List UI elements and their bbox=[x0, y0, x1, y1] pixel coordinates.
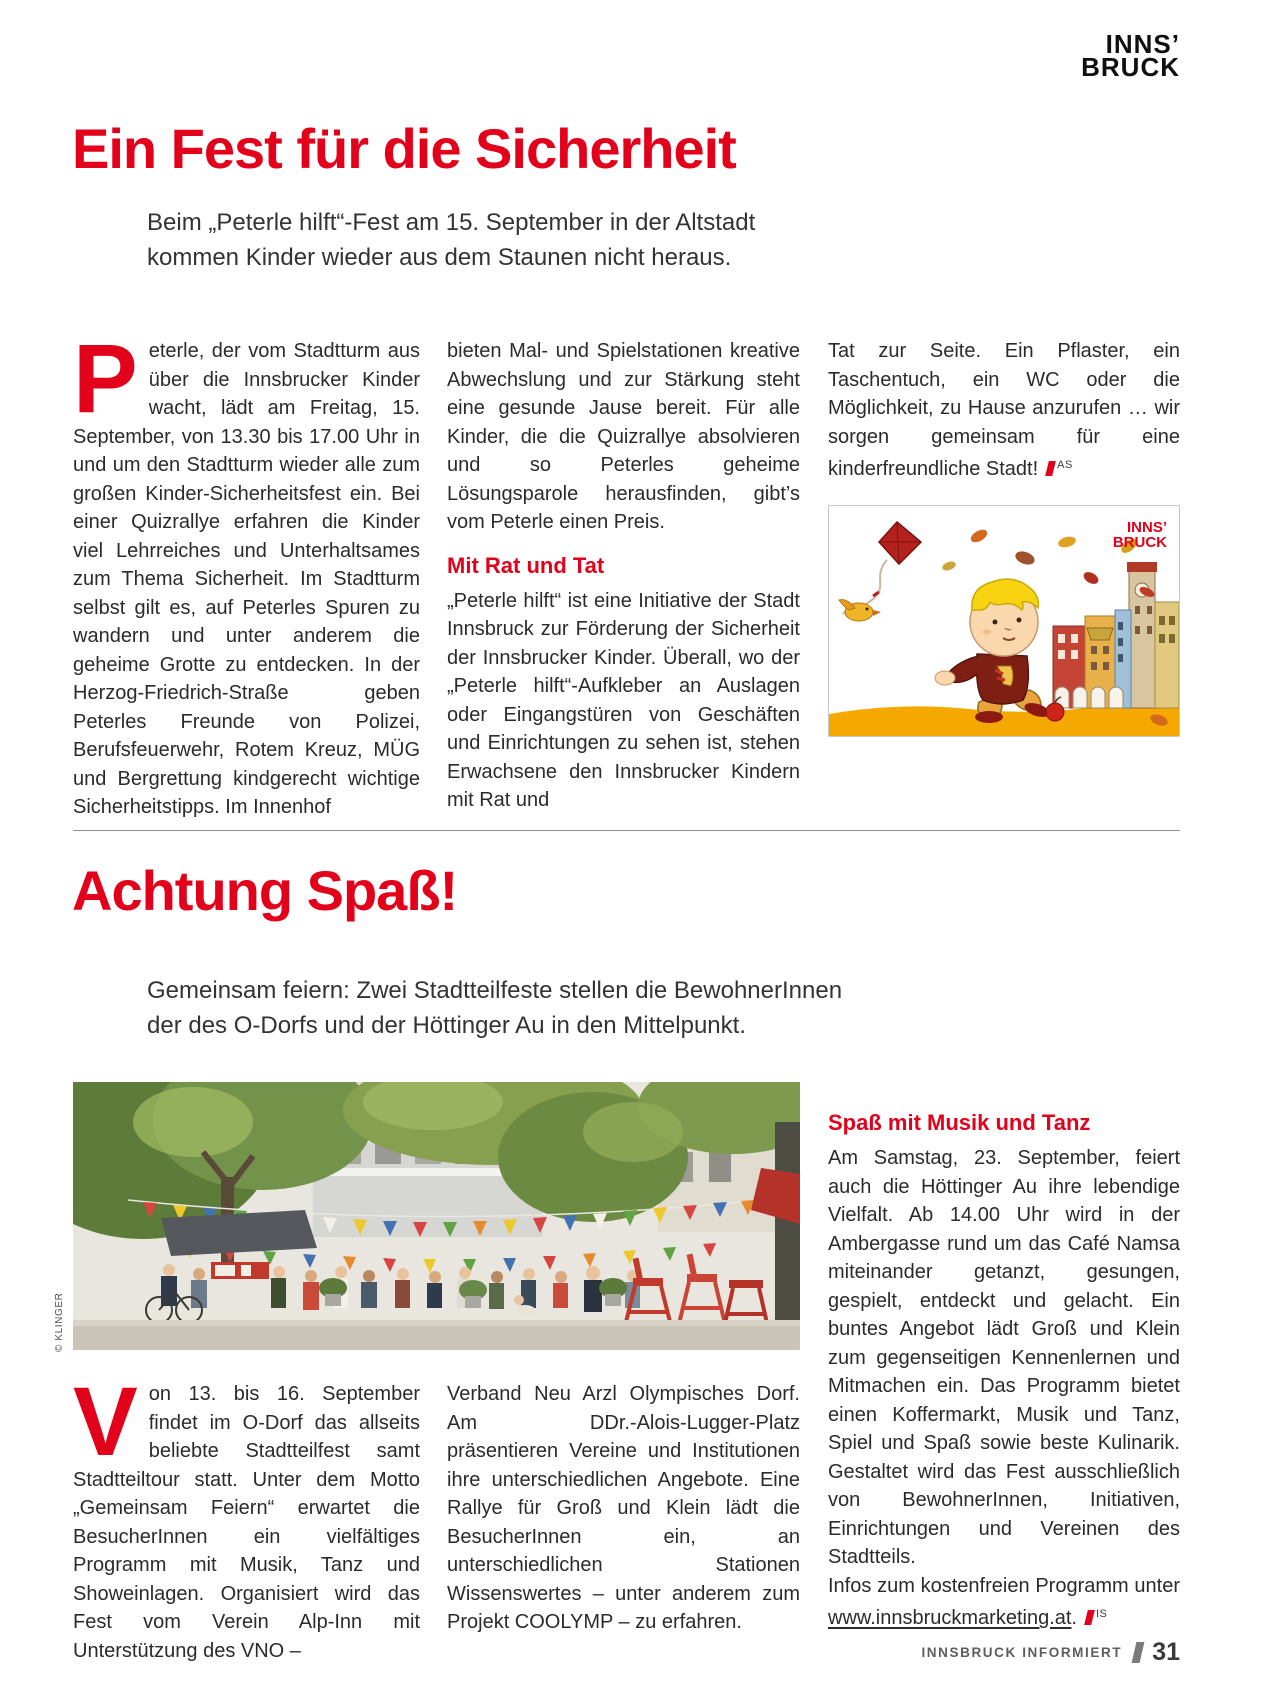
article1-col3-para bbox=[828, 337, 1180, 484]
illustration-logo-line2: BRUCK bbox=[1112, 534, 1167, 551]
article1-title: Ein Fest für die Sicherheit bbox=[72, 117, 736, 180]
section-divider bbox=[73, 830, 1180, 831]
article1-column2 bbox=[447, 337, 800, 815]
peterle-illustration-svg bbox=[829, 506, 1179, 736]
article2-dropcap: V bbox=[73, 1367, 138, 1476]
street-festival-photo bbox=[73, 1082, 800, 1350]
footer-slash-icon bbox=[1132, 1642, 1145, 1663]
article1-standfirst-line2: kommen Kinder wieder aus dem Staunen nicht heraus. bbox=[147, 244, 732, 271]
article2-col3-para: Am Samstag, 23. September, feiert auch die Höttinger Au ihre lebendige Vielfalt. Ab 14.00 Uhr wird in der Ambergasse rund um das Café Namsa miteinander getanzt, gesungen, gespielt, entdeckt und gelacht. Ein buntes Angebot lädt Groß und Klein zum gegenseitigen Kennenlernen und Mitmachen ein. Das Programm bietet einen Koffermarkt, Musik und Tanz, Spiel und Spaß sowie beste Kulinarik. Gestaltet wird das Fest ausschließlich von BewohnerInnen, Initiativen, Einrichtungen und Vereinen des Stadtteils. bbox=[828, 1147, 1180, 1569]
pavement-edge bbox=[73, 1320, 800, 1326]
article1-standfirst-line1: Beim „Peterle hilft“-Fest am 15. September in der Altstadt bbox=[147, 209, 756, 236]
article2-info-para bbox=[828, 1572, 1180, 1633]
page-footer bbox=[921, 1638, 1180, 1667]
author-slash-icon bbox=[1045, 461, 1056, 476]
article1-author-initials: AS bbox=[1057, 459, 1073, 471]
author-slash-icon bbox=[1084, 1610, 1095, 1625]
article1-column3 bbox=[828, 337, 1180, 484]
article1-col1-text: eterle, der vom Stadtturm aus über die Innsbrucker Kinder wacht, lädt am Freitag, 15. September, von 13.30 bis 17.00 Uhr in und um den Stadtturm wieder alle zum großen Kinder-Sicherheitsfest ein. Bei einer Quizrallye erfahren die Kinder viel Lehrreiches und Unterhaltsames zum Thema Sicherheit. Im Stadtturm selbst gilt es, auf Peterles Spuren zu wandern und unter anderem die geheime Grotte zu entdecken. In der Herzog-Friedrich-Straße geben Peterles Freunde von Polizei, Berufsfeuerwehr, Rotem Kreuz, MÜG und Bergrettung kindgerecht wichtige Sicherheitstipps. Im Innenhof bbox=[73, 340, 420, 818]
article2-column3 bbox=[828, 1110, 1180, 1633]
article2-column2 bbox=[447, 1380, 800, 1637]
peterle-illustration bbox=[828, 505, 1180, 737]
article1-subheading: Mit Rat und Tat bbox=[447, 552, 605, 578]
article2-column1 bbox=[73, 1367, 420, 1665]
innsbruckmarketing-link[interactable]: www.innsbruckmarketing.at bbox=[828, 1607, 1072, 1630]
page-number: 31 bbox=[1152, 1638, 1180, 1666]
article2-title: Achtung Spaß! bbox=[72, 859, 458, 922]
article1-dropcap: P bbox=[73, 324, 138, 433]
article1-column1 bbox=[73, 324, 420, 822]
article1-col3-text: Tat zur Seite. Ein Pflaster, ein Taschentuch, ein WC oder die Möglichkeit, zu Hause anzurufen … wir sorgen gemeinsam für eine kinderfreundliche Stadt! bbox=[828, 340, 1180, 480]
article2-author-initials: IS bbox=[1096, 1608, 1108, 1621]
magazine-name: INNSBRUCK INFORMIERT bbox=[921, 1645, 1123, 1660]
article1-standfirst bbox=[147, 205, 755, 275]
illustration-logo-line1: INNS’ bbox=[1126, 519, 1167, 536]
article1-col2-para2: „Peterle hilft“ ist eine Initiative der Stadt Innsbruck zur Förderung der Sicherheit der Innsbrucker Kinder. Überall, wo der „Peterle hilft“-Aufkleber an Auslagen oder Eingangstüren von Geschäften und Einrichtungen zu sehen ist, stehen Erwachsene den Innsbrucker Kindern mit Rat und bbox=[447, 589, 800, 812]
article2-standfirst bbox=[147, 973, 842, 1043]
innsbruck-logo-line1: INNS’ bbox=[1105, 29, 1180, 59]
festival-photo-svg bbox=[73, 1082, 800, 1350]
article2-standfirst-line2: der des O-Dorfs und der Höttinger Au in den Mittelpunkt. bbox=[147, 1012, 746, 1039]
link-suffix: . bbox=[1071, 1607, 1077, 1630]
article2-col1-text: on 13. bis 16. September findet im O-Dorf das allseits beliebte Stadtteilfest samt Stadtteiltour statt. Unter dem Motto „Gemeinsam Feiern“ erwartet die BesucherInnen ein vielfältiges Programm mit Musik, Tanz und Showeinlagen. Organisiert wird das Fest vom Verein Alp-Inn mit Unterstützung des VNO – bbox=[73, 1383, 420, 1662]
article2-standfirst-line1: Gemeinsam feiern: Zwei Stadtteilfeste stellen die BewohnerInnen bbox=[147, 977, 843, 1004]
article2-info-text: Infos zum kostenfreien Programm unter bbox=[828, 1574, 1180, 1597]
article1-col2-para1: bieten Mal- und Spielstationen kreative Abwechslung und zur Stärkung steht eine gesunde Jause bereit. Für alle Kinder, die die Quizrallye absolvieren und so Peterles geheime Lösungsparole herausfinden, gibt’s vom Peterle einen Preis. bbox=[447, 340, 800, 533]
innsbruck-logo-line2: BRUCK bbox=[1081, 52, 1180, 82]
article2-subheading: Spaß mit Musik und Tanz bbox=[828, 1110, 1091, 1135]
innsbruck-logo bbox=[1081, 29, 1180, 82]
photo-credit: © KLINGER bbox=[54, 1292, 65, 1352]
article2-col2-para: Verband Neu Arzl Olympisches Dorf. Am DDr.-Alois-Lugger-Platz präsentieren Vereine und Institutionen ihre unterschiedlichen Angebote. Eine Rallye für Groß und Klein lädt die BesucherInnen ein, an unterschiedlichen Stationen Wissenswertes – unter anderem zum Projekt COOLYMP – zu erfahren. bbox=[447, 1383, 800, 1633]
